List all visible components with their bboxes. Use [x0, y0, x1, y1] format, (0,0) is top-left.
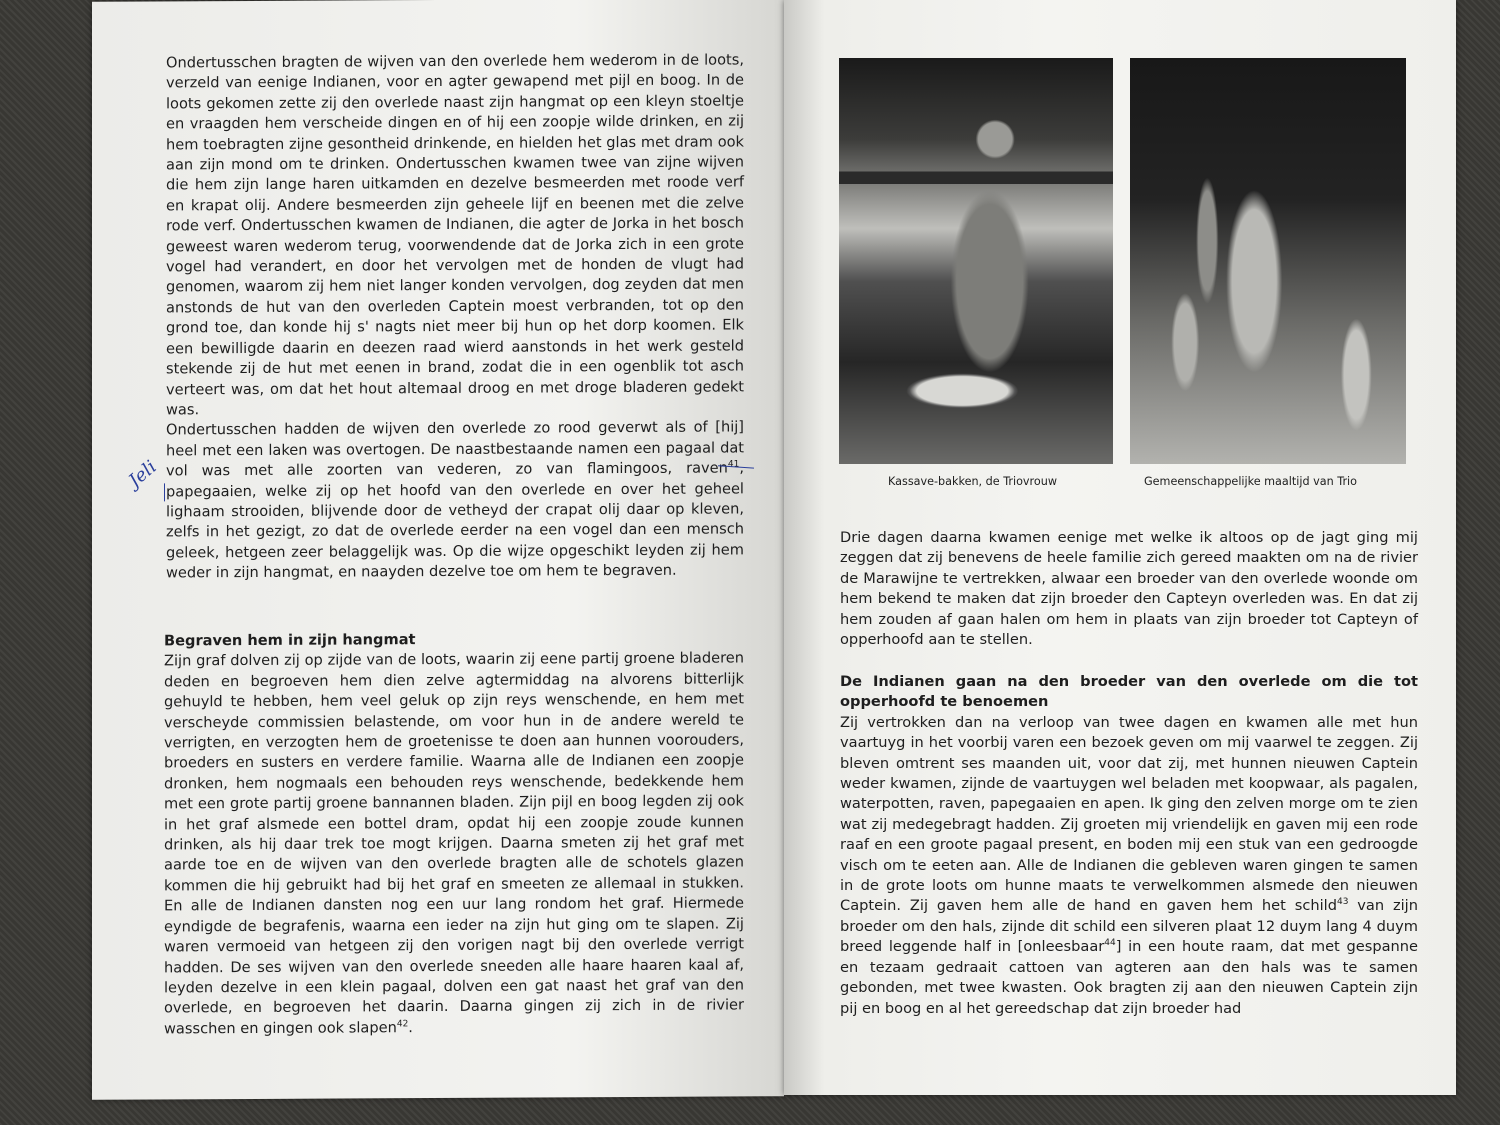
- paragraph: Ondertusschen hadden de wijven den overlede zo rood geverwt als of [hij] heel met een laken was overtogen. De naastbestaande namen een pagaal dat vol was met alle zoorten van vederen, zo van flamingoos, raven$^{41}$, papegaaien, welke zij op het hoofd van den overlede en over het geheel lighaam strooiden, blijvende door de vetheyd der crapat olij daar op kleven, zelfs in het gezigt, zo dat de overlede eerder na een vogel dan een mensch geleek, hetgeen zeer belaggelijk was. Op die wijze opgeschikt leyden zij hem weder in zijn hangmat, en naayden dezelve toe om hem te begraven.: [166, 418, 744, 582]
- right-text-column: [840, 528, 1418, 650]
- photo-kassave-baking: [839, 58, 1113, 464]
- footnote-ref: 42: [396, 1019, 409, 1030]
- left-text-column-2: [164, 628, 744, 1039]
- pen-mark: [164, 483, 168, 501]
- footnote-ref: 44: [1104, 938, 1116, 949]
- left-page: [92, 0, 784, 1100]
- paragraph: Zij vertrokken dan na verloop van twee dagen en kwamen alle met hun vaartuyg in het voorbij varen een bezoek geven om mij vaarwel te zeggen. Zij bleven omtrent ses maanden uit, voor dat zij, met hunnen nieuwen Captein weder kwamen, zijnde de vaartuygen wel beladen met koopwaar, als pagalen, waterpotten, raven, papegaaien en apen. Ik ging den zelven morge om te zien wat zij medegebragt hadden. Zij groeten mij vriendelijk en gaven mij een rode raaf en een groote pagaal present, en boden mij een stuk van een gedroogde visch om te eeten aan. Alle de Indianen die gebleven waren gingen te samen in de grote loots om hunne maats te verwelkommen alsmede den nieuwen Captein. Zij gaven hem alle de hand en gaven hem het schild$^{43}$ van zijn broeder om den hals, zijnde dit schild een silveren plaat 12 duym lang 4 duym breed leggende half in [onleesbaar$^{44}$] in een houte raam, dat met gespanne en tezaam gedraait cattoen van agteren aan den hals was te samen gebonden, met twee kwasten. Ook bragten zij aan den nieuwen Captein zijn pij en boog en al het gereedschap dat zijn broeder had: [840, 713, 1419, 1017]
- handwritten-annotation: Jeli: [124, 456, 161, 492]
- paragraph: Drie dagen daarna kwamen eenige met welke ik altoos op de jagt ging mij zeggen dat zij benevens de heele familie zich gereed maakten om na de rivier de Marawijne te vertrekken, alwaar een broeder van den overlede woonde om hem bekend te maken dat zijn broeder den Capteyn overleden was. En dat zij hem zouden af gaan halen om hem in plaats van zijn broeder tot Capteyn of opperhoofd aan te stellen.: [840, 529, 1418, 649]
- photo-communal-meal: [1130, 58, 1406, 464]
- footnote-ref: 43: [1336, 897, 1349, 908]
- paragraph: Zijn graf dolven zij op zijde van de loots, waarin zij eene partij groene bladeren deden en begroeven hem dien zelve agtermiddag na alvorens bitterlijk gehuyld te hebben, hem veel geluk op zijn reys wenschende, en hem met verscheyde commissien belastende, om voor hun in de andere wereld te verrigten, en verzogten hem de groetenisse te doen aan hunnen voorouders, broeders en susters en verdere familie. Waarna alle de Indianen een zoopje dronken, hem nogmaals een behouden reys wenschende, bedekkende hem met een grote partij groene bannannen bladen. Zijn pijl en boog legden zij ook in het graf alsmede een bottel dram, opdat hij een zoopje zoude kunnen drinken, als hij daar trek toe mogt krijgen. Daarna smeten zij het graf met aarde toe en de wijven van den overlede bragten alle de schotels glazen kommen die hij gebruikt had bij het graf en smeeten ze allemaal in stukken. En alle de Indianen dansten nog een uur lang rondom het graf. Hiermede eyndigde de begrafenis, waarna een ieder na zijn hut ging om te slapen. Zij waren vermoeid van hetgeen zij den vorigen nagt bij den overlede verrigt hadden. De ses wijven van den overlede sneeden alle haare haaren kaal af, leyden dezelve in een klein pagaal, dolven een gat naast het graf van den overlede, en begroeven het daarin. Daarna gingen zij zich in de rivier wasschen en gingen ook slapen$^{42}$.: [164, 649, 744, 1038]
- footnote-ref: 41: [727, 459, 740, 470]
- paragraph: Ondertusschen bragten de wijven van den overlede hem wederom in de loots, verzeld van eenige Indianen, voor en agter gewapend met pijl en boog. In de loots gekomen zette zij den overlede naast zijn hangmat op een kleyn stoeltje en vraagden hem verscheide dingen en of hij een zoopje wilde drinken, en zij hem toebragten zijne gesontheid drinkende, en hielden het glas met dram ook aan zijn mond om te drinken. Ondertusschen kwamen twee van zijne wijven die hem zijn lange haren uitkamden en dezelve besmeerden met roode verf en krapat olij. Andere besmeerden zijn geheele lijf en beenen met die zelve rode verf. Ondertusschen kwamen de Indianen, die agter de Jorka in het bosch geweest waren wederom terug, voorwendende dat de Jorka zich in een grote vogel had verandert, en door het vervolgen met de honden de vlugt had genomen, waarom zij hem niet langer konden vervolgen, dog zeyden dat men anstonds de hut van den overleden Captein moest verbranden, tot op den grond toe, dan konde hij s' nagts niet meer bij hun op het dorp koomen. Elk een bewilligde daarin en deezen raad wierd aanstonds in het werk gesteld stekende zij de hut met eenen in brand, zodat die in een ogenblik tot asch verteert was, om dat het hout altemaal droog en met droge bladeren gedekt was.: [166, 51, 744, 419]
- right-page: [784, 0, 1456, 1095]
- section-heading: De Indianen gaan na den broeder van den overlede om die tot opperhoofd te benoemen: [840, 673, 1418, 711]
- left-text-column: [166, 50, 744, 584]
- photo-caption-left: Kassave-bakken, de Triovrouw: [888, 475, 1057, 488]
- right-text-column-2: [840, 672, 1418, 1019]
- photo-caption-right: Gemeenschappelijke maaltijd van Trio: [1144, 475, 1358, 488]
- section-heading: Begraven hem in zijn hangmat: [164, 631, 416, 650]
